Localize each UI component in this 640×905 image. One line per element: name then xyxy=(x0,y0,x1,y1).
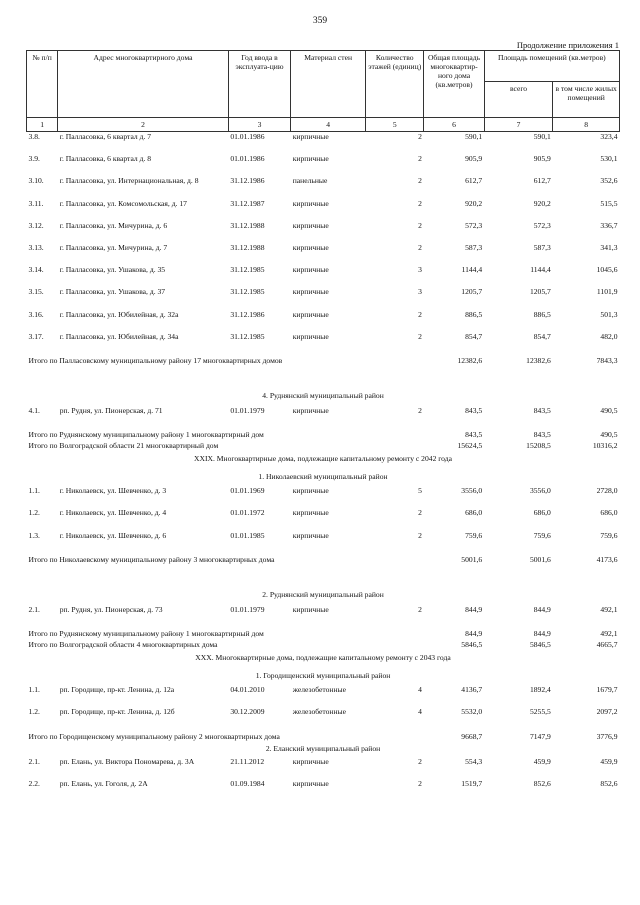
cell-floors: 2 xyxy=(418,154,422,164)
cell-area-all: 843,5 xyxy=(533,405,551,415)
cell-total-area: 905,9 xyxy=(465,154,483,164)
table-row xyxy=(27,265,620,287)
header-colnum: 4 xyxy=(291,118,366,132)
cell-num: 4.1. xyxy=(28,405,40,415)
cell-floors: 4 xyxy=(418,685,422,695)
cell-floors: 5 xyxy=(418,486,422,496)
cell-total-area: 5532,0 xyxy=(461,707,483,717)
cell-num: 3.14. xyxy=(28,265,44,275)
cell-total-area: 759,6 xyxy=(465,530,483,540)
cell-year: 31.12.1988 xyxy=(230,220,265,230)
cell-year: 31.12.1986 xyxy=(230,176,265,186)
total-area-residential: 4665,7 xyxy=(596,640,618,650)
cell-floors: 2 xyxy=(418,778,422,788)
section-heading xyxy=(27,450,620,466)
header-colnum: 6 xyxy=(424,118,484,132)
cell-area-residential: 759,6 xyxy=(600,530,618,540)
cell-material: кирпичные xyxy=(292,778,329,788)
total-area-all: 15208,5 xyxy=(526,441,551,451)
cell-year: 31.12.1987 xyxy=(230,198,265,208)
table-row xyxy=(27,757,620,779)
cell-year: 01.09.1984 xyxy=(230,778,265,788)
cell-address: г. Палласовка, 6 квартал д. 7 xyxy=(59,132,152,141)
cell-num: 3.8. xyxy=(28,132,40,141)
cell-area-residential: 686,0 xyxy=(600,508,618,518)
district-heading xyxy=(27,466,620,486)
district-heading xyxy=(27,741,620,757)
cell-material: кирпичные xyxy=(292,154,329,164)
cell-area-all: 905,9 xyxy=(533,154,551,164)
total-area-all: 12382,6 xyxy=(526,355,551,365)
cell-material: кирпичные xyxy=(292,287,329,297)
table-row xyxy=(27,605,620,627)
cell-total-area: 612,7 xyxy=(465,176,483,186)
cell-area-residential: 1045,6 xyxy=(596,265,618,275)
cell-area-all: 612,7 xyxy=(533,176,551,186)
cell-num: 1.2. xyxy=(28,508,40,518)
total-area-residential: 490,5 xyxy=(600,430,618,440)
cell-total-area: 920,2 xyxy=(465,198,483,208)
total-row xyxy=(27,627,620,638)
cell-material: кирпичные xyxy=(292,220,329,230)
cell-num: 1.1. xyxy=(28,685,40,695)
continuation-note: Продолжение приложения 1 xyxy=(516,40,619,50)
total-area-residential: 10316,2 xyxy=(592,441,618,451)
table-row xyxy=(27,707,620,729)
cell-floors: 4 xyxy=(418,707,422,717)
district-heading xyxy=(27,665,620,685)
cell-floors: 2 xyxy=(418,309,422,319)
header-total-area: Общая площадь многоквартир-ного дома (кв.метров) xyxy=(424,51,484,118)
cell-total-area: 554,3 xyxy=(465,756,483,766)
total-label: Итого по Руднянскому муниципальному району 1 многоквартирный дом xyxy=(28,430,264,440)
total-area-all: 843,5 xyxy=(533,430,551,440)
total-row xyxy=(27,638,620,649)
housing-table xyxy=(26,50,620,801)
cell-year: 31.12.1985 xyxy=(230,331,265,341)
section-title: XXIX. Многоквартирные дома, подлежащие капитальному ремонту с 2042 года xyxy=(194,453,452,463)
table-row xyxy=(27,132,620,155)
cell-address: г. Палласовка, ул. Мичурина, д. 7 xyxy=(59,242,168,252)
district-heading xyxy=(27,585,620,605)
cell-total-area: 1205,7 xyxy=(461,287,483,297)
cell-total-area: 844,9 xyxy=(465,604,483,614)
table-row xyxy=(27,243,620,265)
cell-num: 3.17. xyxy=(28,331,44,341)
total-area-residential: 7843,3 xyxy=(596,355,618,365)
total-row xyxy=(27,428,620,439)
total-area-all: 5001,6 xyxy=(529,554,551,564)
total-label: Итого по Городищенскому муниципальному району 2 многоквартирных дома xyxy=(28,731,280,741)
cell-year: 01.01.1972 xyxy=(230,508,265,518)
table-row xyxy=(27,779,620,801)
cell-year: 21.11.2012 xyxy=(230,756,265,766)
cell-address: г. Палласовка, 6 квартал д. 8 xyxy=(59,154,152,164)
header-all: всего xyxy=(484,82,553,118)
total-area-residential: 492,1 xyxy=(600,629,618,639)
cell-address: г. Николаевск, ул. Шевченко, д. 4 xyxy=(59,508,167,518)
total-area-residential: 3776,9 xyxy=(596,731,618,741)
cell-num: 3.11. xyxy=(28,198,44,208)
total-label: Итого по Волгоградской области 21 многоквартирный дом xyxy=(28,441,219,451)
cell-material: кирпичные xyxy=(292,508,329,518)
header-address: Адрес многоквартирного дома xyxy=(58,51,229,118)
cell-total-area: 1144,4 xyxy=(461,265,483,275)
cell-floors: 2 xyxy=(418,176,422,186)
cell-num: 3.12. xyxy=(28,220,44,230)
cell-floors: 2 xyxy=(418,132,422,141)
cell-area-all: 5255,5 xyxy=(529,707,551,717)
cell-area-residential: 2728,0 xyxy=(596,486,618,496)
cell-material: панельные xyxy=(292,176,328,186)
cell-total-area: 4136,7 xyxy=(461,685,483,695)
total-area: 9668,7 xyxy=(461,731,483,741)
cell-year: 31.12.1985 xyxy=(230,265,265,275)
cell-year: 01.01.1979 xyxy=(230,604,265,614)
cell-address: г. Палласовка, ул. Комсомольская, д. 17 xyxy=(59,198,187,208)
section-heading xyxy=(27,649,620,665)
cell-num: 1.3. xyxy=(28,530,40,540)
cell-material: кирпичные xyxy=(292,486,329,496)
cell-year: 01.01.1986 xyxy=(230,132,265,141)
cell-material: кирпичные xyxy=(292,132,329,141)
header-material: Материал стен xyxy=(291,51,366,118)
district-title: 1. Городищенский муниципальный район xyxy=(255,670,391,680)
cell-material: железобетонные xyxy=(292,685,346,695)
cell-address: рп. Городище, пр-кт. Ленина, д. 12б xyxy=(59,707,175,717)
cell-num: 3.9. xyxy=(28,154,40,164)
cell-address: рп. Городище, пр-кт. Ленина, д. 12а xyxy=(59,685,175,695)
cell-year: 01.01.1969 xyxy=(230,486,265,496)
cell-floors: 2 xyxy=(418,405,422,415)
cell-floors: 2 xyxy=(418,508,422,518)
cell-area-all: 686,0 xyxy=(533,508,551,518)
cell-area-residential: 852,6 xyxy=(600,778,618,788)
table-row xyxy=(27,508,620,530)
table-row xyxy=(27,287,620,309)
district-title: 1. Николаевский муниципальный район xyxy=(258,471,388,481)
cell-address: г. Палласовка, ул. Мичурина, д. 6 xyxy=(59,220,168,230)
cell-area-all: 1144,4 xyxy=(530,265,551,275)
cell-area-residential: 492,1 xyxy=(600,604,618,614)
cell-area-residential: 459,9 xyxy=(600,756,618,766)
cell-area-residential: 2097,2 xyxy=(596,707,618,717)
cell-floors: 2 xyxy=(418,220,422,230)
table-row xyxy=(27,310,620,332)
table-row xyxy=(27,199,620,221)
cell-year: 31.12.1988 xyxy=(230,242,265,252)
cell-material: кирпичные xyxy=(292,198,329,208)
district-heading xyxy=(27,386,620,406)
cell-area-all: 590,1 xyxy=(533,132,551,141)
header-colnum: 2 xyxy=(58,118,229,132)
cell-address: г. Палласовка, ул. Юбилейная, д. 34а xyxy=(59,331,179,341)
total-row xyxy=(27,354,620,386)
cell-total-area: 590,1 xyxy=(465,132,483,141)
total-row xyxy=(27,730,620,741)
cell-floors: 2 xyxy=(418,242,422,252)
cell-area-all: 459,9 xyxy=(533,756,551,766)
cell-total-area: 572,3 xyxy=(465,220,483,230)
cell-address: рп. Елань, ул. Виктора Пономарева, д. 3А xyxy=(59,756,195,766)
cell-total-area: 587,3 xyxy=(465,242,483,252)
table-row xyxy=(27,176,620,198)
cell-area-residential: 515,5 xyxy=(600,198,618,208)
cell-area-all: 854,7 xyxy=(533,331,551,341)
header-colnum: 8 xyxy=(553,118,620,132)
cell-area-all: 886,5 xyxy=(533,309,551,319)
cell-floors: 3 xyxy=(418,287,422,297)
cell-address: г. Николаевск, ул. Шевченко, д. 3 xyxy=(59,486,167,496)
table-row xyxy=(27,221,620,243)
cell-area-all: 920,2 xyxy=(533,198,551,208)
cell-num: 1.2. xyxy=(28,707,40,717)
page-number: 359 xyxy=(312,16,328,26)
header-year: Год ввода в эксплуата-цию xyxy=(228,51,290,118)
cell-material: кирпичные xyxy=(292,331,329,341)
cell-address: г. Палласовка, ул. Юбилейная, д. 32а xyxy=(59,309,179,319)
cell-address: г. Николаевск, ул. Шевченко, д. 6 xyxy=(59,530,167,540)
total-area-all: 844,9 xyxy=(533,629,551,639)
district-title: 4. Руднянский муниципальный район xyxy=(262,391,384,401)
cell-material: кирпичные xyxy=(292,405,329,415)
cell-year: 30.12.2009 xyxy=(230,707,265,717)
cell-num: 3.15. xyxy=(28,287,44,297)
total-label: Итого по Руднянскому муниципальному району 1 многоквартирный дом xyxy=(28,629,264,639)
cell-total-area: 686,0 xyxy=(465,508,483,518)
cell-material: железобетонные xyxy=(292,707,346,717)
total-row xyxy=(27,439,620,450)
header-colnum: 1 xyxy=(27,118,58,132)
cell-area-residential: 530,1 xyxy=(600,154,618,164)
cell-area-residential: 1679,7 xyxy=(596,685,618,695)
total-label: Итого по Палласовскому муниципальному району 17 многоквартирных домов xyxy=(28,355,283,365)
total-area: 843,5 xyxy=(465,430,483,440)
total-label: Итого по Николаевскому муниципальному району 3 многоквартирных дома xyxy=(28,554,275,564)
cell-material: кирпичные xyxy=(292,309,329,319)
cell-area-all: 852,6 xyxy=(533,778,551,788)
header-residential: в том числе жилых помещений xyxy=(553,82,620,118)
header-premises: Площадь помещений (кв.метров) xyxy=(484,51,619,82)
cell-address: г. Палласовка, ул. Ушакова, д. 35 xyxy=(59,265,166,275)
cell-num: 2.1. xyxy=(28,604,40,614)
cell-num: 2.1. xyxy=(28,756,40,766)
cell-floors: 2 xyxy=(418,331,422,341)
cell-area-residential: 341,3 xyxy=(600,242,618,252)
header-colnum: 7 xyxy=(484,118,553,132)
cell-total-area: 886,5 xyxy=(465,309,483,319)
cell-material: кирпичные xyxy=(292,530,329,540)
table-row xyxy=(27,406,620,428)
cell-total-area: 854,7 xyxy=(465,331,483,341)
cell-area-all: 1205,7 xyxy=(529,287,551,297)
cell-year: 01.01.1986 xyxy=(230,154,265,164)
cell-area-all: 844,9 xyxy=(533,604,551,614)
cell-total-area: 843,5 xyxy=(465,405,483,415)
cell-area-residential: 490,5 xyxy=(600,405,618,415)
total-label: Итого по Волгоградской области 4 многоквартирных дома xyxy=(28,640,218,650)
total-area-residential: 4173,6 xyxy=(596,554,618,564)
district-title: 2. Руднянский муниципальный район xyxy=(262,590,384,600)
total-area: 844,9 xyxy=(465,629,483,639)
cell-area-all: 3556,0 xyxy=(529,486,551,496)
cell-material: кирпичные xyxy=(292,265,329,275)
cell-year: 04.01.2010 xyxy=(230,685,265,695)
total-area-all: 7147,9 xyxy=(529,731,551,741)
header-floors: Количество этажей (единиц) xyxy=(366,51,424,118)
cell-num: 3.13. xyxy=(28,242,44,252)
cell-floors: 2 xyxy=(418,604,422,614)
total-area: 12382,6 xyxy=(457,355,483,365)
cell-year: 01.01.1985 xyxy=(230,530,265,540)
table-row xyxy=(27,332,620,354)
total-area-all: 5846,5 xyxy=(529,640,551,650)
cell-floors: 3 xyxy=(418,265,422,275)
cell-year: 31.12.1985 xyxy=(230,287,265,297)
cell-year: 01.01.1979 xyxy=(230,405,265,415)
cell-floors: 2 xyxy=(418,756,422,766)
cell-total-area: 3556,0 xyxy=(461,486,483,496)
cell-address: г. Палласовка, ул. Ушакова, д. 37 xyxy=(59,287,166,297)
cell-area-all: 572,3 xyxy=(533,220,551,230)
cell-num: 1.1. xyxy=(28,486,40,496)
cell-num: 3.16. xyxy=(28,309,44,319)
table-row xyxy=(27,486,620,508)
cell-material: кирпичные xyxy=(292,756,329,766)
cell-address: рп. Рудня, ул. Пионерская, д. 73 xyxy=(59,604,163,614)
total-area: 15624,5 xyxy=(457,441,483,451)
cell-total-area: 1519,7 xyxy=(461,778,483,788)
cell-area-all: 1892,4 xyxy=(529,685,551,695)
cell-area-residential: 352,6 xyxy=(600,176,618,186)
section-title: XXX. Многоквартирные дома, подлежащие капитальному ремонту с 2043 года xyxy=(195,652,451,662)
total-area: 5846,5 xyxy=(461,640,483,650)
header-colnum: 5 xyxy=(366,118,424,132)
cell-area-residential: 482,0 xyxy=(600,331,618,341)
cell-num: 3.10. xyxy=(28,176,44,186)
cell-num: 2.2. xyxy=(28,778,40,788)
cell-area-residential: 1101,9 xyxy=(596,287,618,297)
cell-area-residential: 336,7 xyxy=(600,220,618,230)
cell-area-all: 759,6 xyxy=(533,530,551,540)
cell-area-all: 587,3 xyxy=(533,242,551,252)
cell-area-residential: 501,3 xyxy=(600,309,618,319)
cell-year: 31.12.1986 xyxy=(230,309,265,319)
cell-material: кирпичные xyxy=(292,604,329,614)
cell-address: рп. Елань, ул. Гоголя, д. 2А xyxy=(59,778,148,788)
cell-address: рп. Рудня, ул. Пионерская, д. 71 xyxy=(59,405,163,415)
total-area: 5001,6 xyxy=(461,554,483,564)
header-num: № п/п xyxy=(27,51,58,118)
cell-address: г. Палласовка, ул. Интернациональная, д. 8 xyxy=(59,176,199,186)
cell-floors: 2 xyxy=(418,198,422,208)
cell-material: кирпичные xyxy=(292,242,329,252)
cell-area-residential: 323,4 xyxy=(600,132,618,141)
cell-floors: 2 xyxy=(418,530,422,540)
table-row xyxy=(27,531,620,553)
table-row xyxy=(27,154,620,176)
total-row xyxy=(27,553,620,585)
header-colnum: 3 xyxy=(228,118,290,132)
table-row xyxy=(27,685,620,707)
district-title: 2. Еланский муниципальный район xyxy=(265,744,381,754)
